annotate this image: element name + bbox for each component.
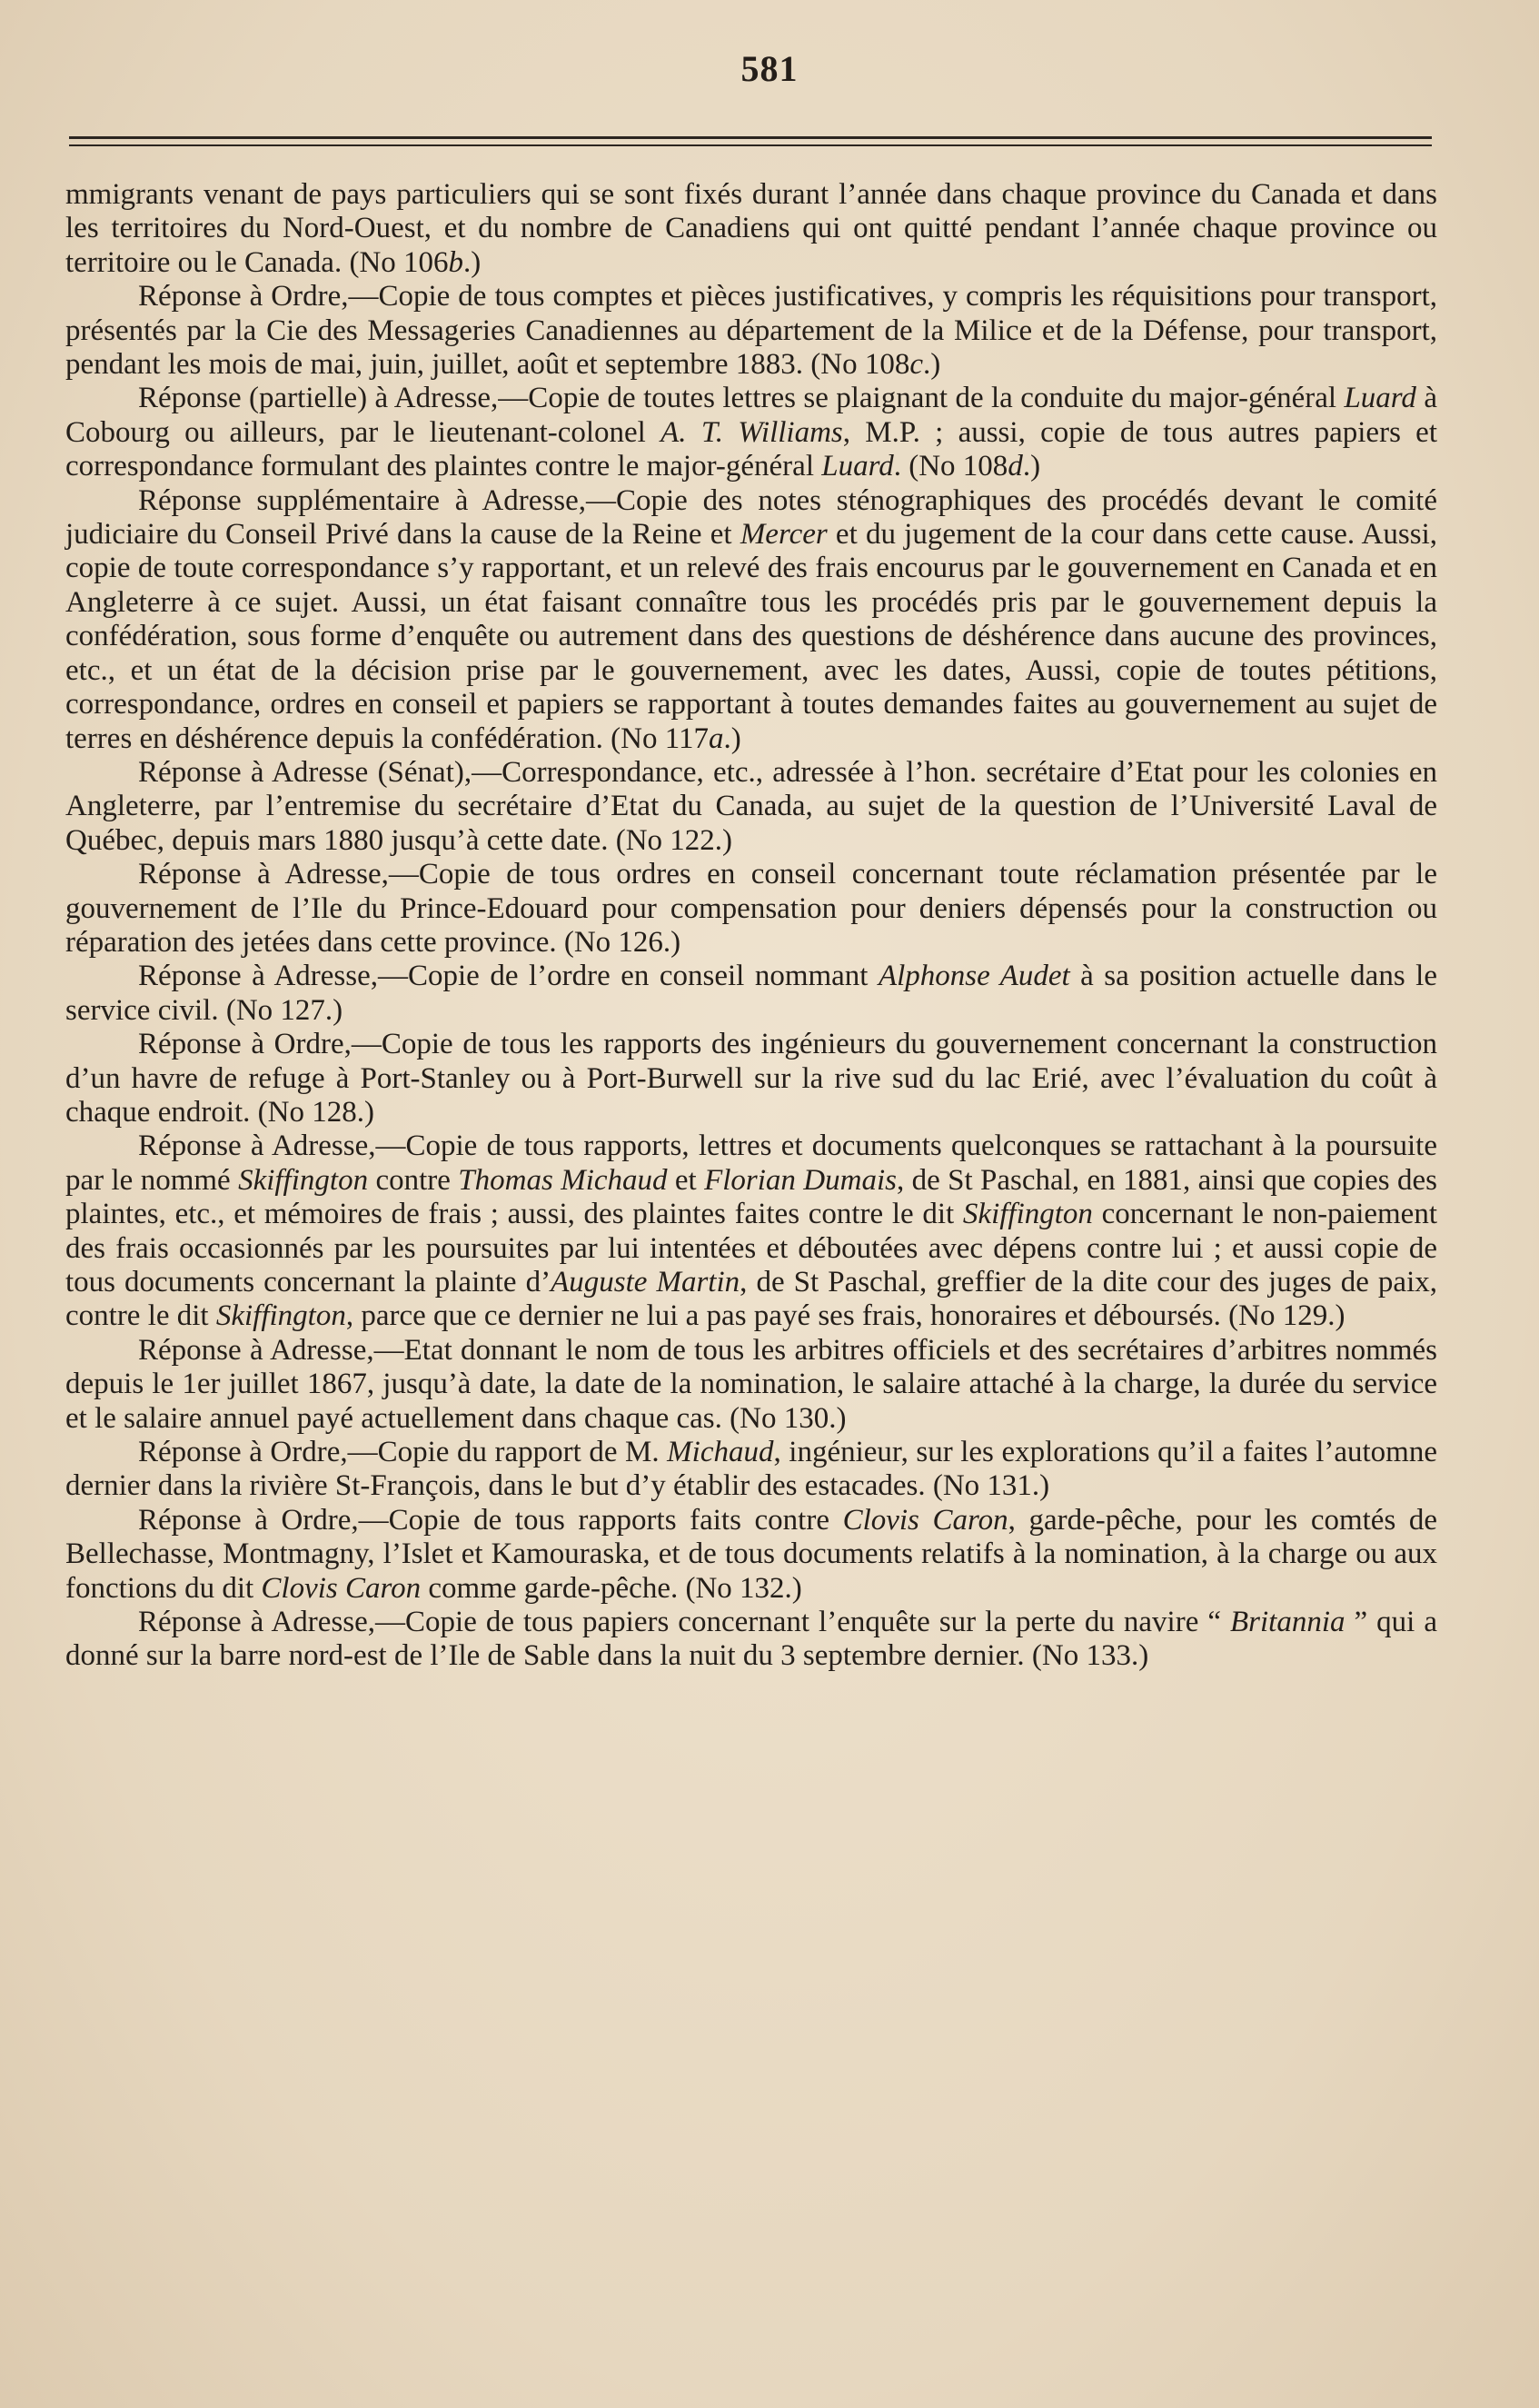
document-entry xyxy=(65,382,1437,483)
italic-text: Skiffington xyxy=(962,1198,1093,1231)
italic-text: a xyxy=(708,721,724,755)
entry-text: .) xyxy=(463,245,482,279)
italic-text: A. T. Williams xyxy=(660,415,843,449)
document-entry xyxy=(65,280,1437,382)
entry-text: Réponse à Ordre,—Copie de tous comptes et pièces justificatives, y compris les réquisitions pour transport, présentés par la Cie des Messageries Canadiennes au département de la Milice et de la Défense, pour transport, pendant les mois de mai, juin, juillet, août et septembre 1883. (No 108 xyxy=(65,280,1437,382)
italic-text: Mercer xyxy=(740,518,828,552)
page-number: 581 xyxy=(740,48,799,89)
italic-text: Luard xyxy=(821,450,894,483)
document-entry xyxy=(65,1504,1437,1606)
entry-text: Réponse supplémentaire à Adresse,—Copie des notes sténographiques des procédés devant le comité judiciaire du Conseil Privé dans la cause de la Reine et xyxy=(65,483,1437,552)
entry-text: contre xyxy=(368,1163,459,1197)
entry-text: .) xyxy=(1022,450,1041,483)
header-rule xyxy=(69,136,1432,139)
entry-text: Réponse à Adresse,—Etat donnant le nom de tous les arbitres officiels et des secrétaires d’arbitres nommés depuis le 1er juillet 1867, jusqu’à date, la date de la nomination, le salaire attaché à la charge, la durée du service et le salaire annuel payé actuellement dans chaque cas. (No 130.) xyxy=(65,1333,1437,1435)
italic-text: Luard xyxy=(1344,382,1416,415)
italic-text: Alphonse Audet xyxy=(878,960,1070,993)
document-entry xyxy=(65,178,1437,280)
italic-text: Skiffington xyxy=(215,1299,346,1333)
entry-text: , parce que ce dernier ne lui a pas payé ses frais, honoraires et déboursés. (No 129.) xyxy=(345,1299,1345,1333)
entry-text: , ingénieur, sur les explorations qu’il a faites l’automne dernier dans la rivière St-François, dans le but d’y établir des estacades. (No 131.) xyxy=(65,1436,1437,1503)
document-entry xyxy=(65,858,1437,960)
entry-text: , de St Paschal, en 1881, ainsi que copies des plaintes, etc., et mémoires de frais ; aussi, des plaintes faites contre le dit xyxy=(65,1163,1438,1231)
italic-text: b xyxy=(448,245,464,279)
entry-text: Réponse à Ordre,—Copie de tous rapports faits contre xyxy=(138,1503,843,1537)
entry-text: , garde-pêche, pour les comtés de Bellechasse, Montmagny, l’Islet et Kamouraska, et de tous documents relatifs à la nomination, à la charge ou aux fonctions du dit xyxy=(65,1503,1438,1605)
entry-text: Réponse à Adresse,—Copie de tous papiers concernant l’enquête sur la perte du navire “ xyxy=(138,1606,1231,1639)
document-entry xyxy=(65,1436,1437,1504)
entry-text: Réponse à Adresse,—Copie de tous ordres en conseil concernant toute réclamation présentée par le gouvernement de l’Ile du Prince-Edouard pour compensation pour deniers dépensés pour la construction ou réparation des jetées dans cette province. (No 126.) xyxy=(65,858,1437,959)
entry-text: comme garde-pêche. (No 132.) xyxy=(421,1571,802,1605)
italic-text: Clovis Caron xyxy=(842,1503,1008,1537)
entry-text: mmigrants venant de pays particuliers qui se sont fixés durant l’année dans chaque province du Canada et dans les territoires du Nord-Ouest, et du nombre de Canadiens qui ont quitté pendant l’année chaque province ou territoire ou le Canada. (No 106 xyxy=(65,178,1437,279)
entry-text: Réponse à Ordre,—Copie de tous les rapports des ingénieurs du gouvernement concernant la construction d’un havre de refuge à Port-Stanley ou à Port-Burwell sur la rive sud du lac Erié, avec l’évaluation du coût à chaque endroit. (No 128.) xyxy=(65,1028,1437,1129)
entry-text: .) xyxy=(922,348,941,382)
italic-text: d xyxy=(1008,450,1023,483)
entry-text: ” qui a donné sur la barre nord-est de l’Ile de Sable dans la nuit du 3 septembre dernier. (No 133.) xyxy=(65,1606,1437,1673)
document-entry xyxy=(65,1028,1437,1129)
document-entry xyxy=(65,756,1437,858)
italic-text: Florian Dumais xyxy=(704,1163,897,1197)
italic-text: Thomas Michaud xyxy=(458,1163,668,1197)
entry-text: à sa position actuelle dans le service civil. (No 127.) xyxy=(65,960,1437,1027)
document-entry xyxy=(65,1334,1437,1436)
italic-text: Skiffington xyxy=(238,1163,369,1197)
document-entry xyxy=(65,1129,1437,1333)
header-rule-thin xyxy=(69,144,1432,146)
entry-text: .) xyxy=(723,721,741,755)
italic-text: Michaud xyxy=(667,1436,774,1469)
entry-text: et du jugement de la cour dans cette cause. Aussi, copie de toute correspondance s’y rapportant, et un relevé des frais encourus par le gouvernement en Canada et en Angleterre à ce sujet. Aussi, un état faisant connaître tous les procédés pris par le gouvernement depuis la confédération, sous forme d’enquête ou autrement dans des questions de déshérence dans aucune des provinces, etc., et un état de la décision prise par le gouvernement, avec les dates, Aussi, copie de toutes pétitions, correspondance, ordres en conseil et papiers se rapportant à toutes demandes faites au gouvernement au sujet de terres en déshérence depuis la confédération. (No 117 xyxy=(65,518,1437,755)
document-entry xyxy=(65,960,1437,1028)
entry-text: Réponse à Adresse,—Copie de l’ordre en conseil nommant xyxy=(138,960,879,993)
entry-text: Réponse à Adresse,—Copie de tous rapports, lettres et documents quelconques se rattachant à la poursuite par le nommé xyxy=(65,1129,1437,1197)
italic-text: Clovis Caron xyxy=(261,1571,422,1605)
entry-text: , M.P. ; aussi, copie de tous autres papiers et correspondance formulant des plaintes contre le major-général xyxy=(65,415,1438,483)
entry-text: . (No 108 xyxy=(893,450,1008,483)
entry-text: Réponse à Adresse (Sénat),—Correspondance, etc., adressée à l’hon. secrétaire d’Etat pour les colonies en Angleterre, par l’entremise du secrétaire d’Etat du Canada, au sujet de la question de l’Université Laval de Québec, depuis mars 1880 jusqu’à cette date. (No 122.) xyxy=(65,755,1437,857)
italic-text: Auguste Martin xyxy=(551,1266,740,1299)
entry-text: Réponse (partielle) à Adresse,—Copie de toutes lettres se plaignant de la conduite du major-général xyxy=(138,382,1345,415)
entry-text: Réponse à Ordre,—Copie du rapport de M. xyxy=(138,1436,668,1469)
entry-text: et xyxy=(667,1163,705,1197)
document-body xyxy=(65,178,1437,1674)
entry-text: à Cobourg ou ailleurs, par le lieutenant-colonel xyxy=(65,382,1437,449)
document-entry xyxy=(65,1606,1437,1674)
document-entry xyxy=(65,484,1437,756)
italic-text: c xyxy=(909,348,923,382)
entry-text: , de St Paschal, greffier de la dite cour des juges de paix, contre le dit xyxy=(65,1266,1437,1333)
entry-text: concernant le non-paiement des frais occasionnés par les poursuites par lui intentées et déboutées avec dépens contre lui ; et aussi copie de tous documents concernant la plainte d’ xyxy=(65,1198,1438,1299)
italic-text: Britannia xyxy=(1230,1606,1345,1639)
